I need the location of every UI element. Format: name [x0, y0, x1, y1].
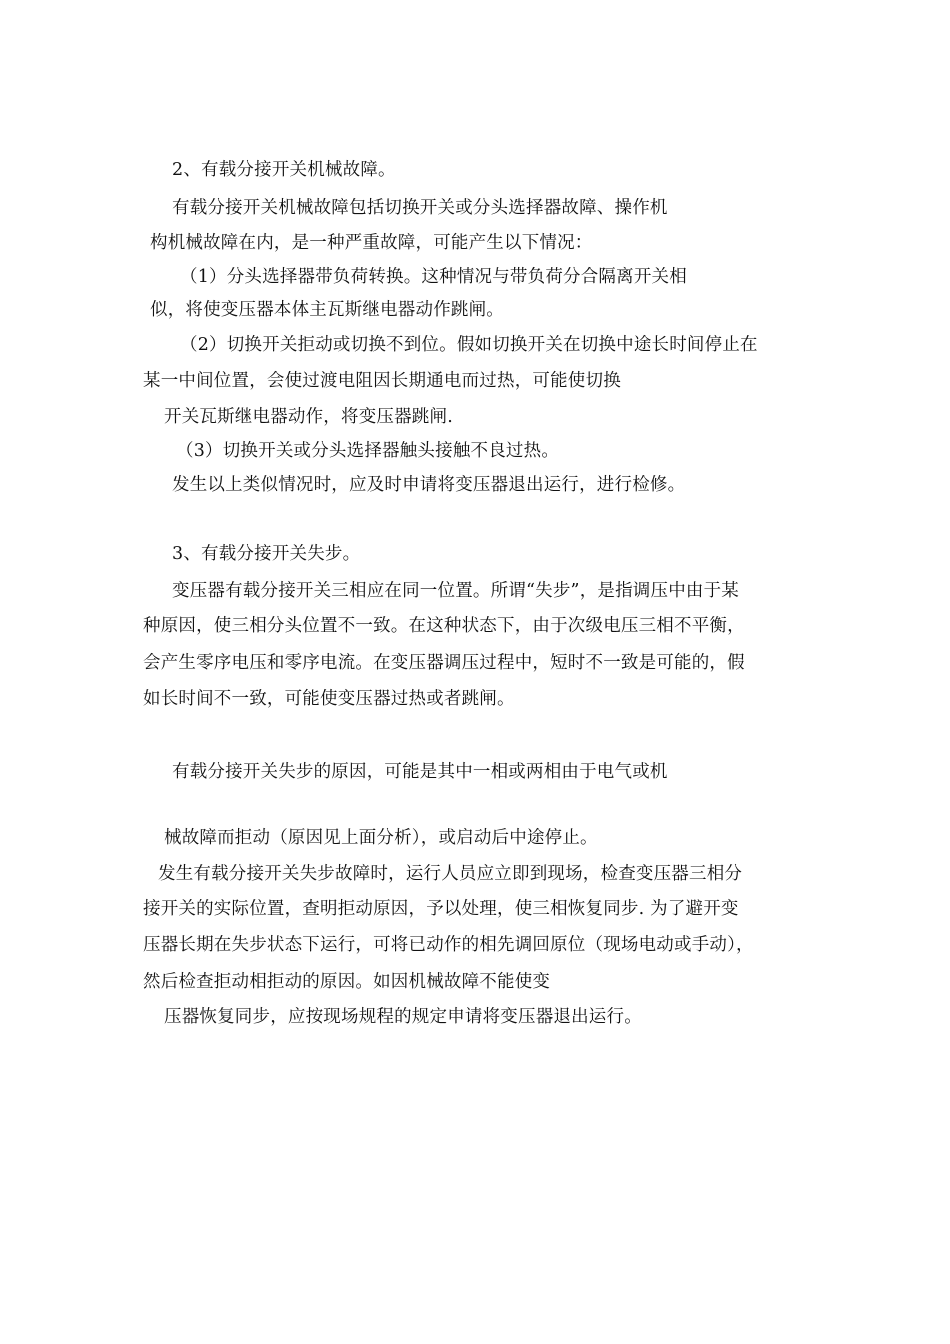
- paragraph-line: 有载分接开关机械故障包括切换开关或分头选择器故障、操作机: [172, 198, 668, 218]
- paragraph-line: 某一中间位置，会使过渡电阻因长期通电而过热，可能使切换: [143, 371, 621, 391]
- paragraph-line: 构机械故障在内，是一种严重故障，可能产生以下情况：: [150, 233, 593, 253]
- paragraph-line: 发生有载分接开关失步故障时，运行人员应立即到现场，检查变压器三相分: [158, 864, 743, 884]
- paragraph-line: 发生以上类似情况时，应及时申请将变压器退出运行，进行检修。: [172, 475, 686, 495]
- paragraph-line: （3）切换开关或分头选择器触头接触不良过热。: [176, 441, 560, 461]
- paragraph-line: 有载分接开关失步的原因，可能是其中一相或两相由于电气或机: [172, 762, 668, 782]
- paragraph-line: 接开关的实际位置，查明拒动原因，予以处理，使三相恢复同步. 为了避开变: [143, 899, 739, 919]
- paragraph-line: 如长时间不一致，可能使变压器过热或者跳闸。: [143, 689, 515, 709]
- section-heading-3: 3、有载分接开关失步。: [172, 544, 361, 564]
- paragraph-line: 似，将使变压器本体主瓦斯继电器动作跳闸。: [150, 300, 504, 320]
- paragraph-line: 然后检查拒动相拒动的原因。如因机械故障不能使变: [143, 972, 551, 992]
- section-heading-2: 2、有载分接开关机械故障。: [172, 160, 396, 180]
- paragraph-line: 压器长期在失步状态下运行，可将已动作的相先调回原位（现场电动或手动），: [143, 935, 754, 955]
- paragraph-line: （1）分头选择器带负荷转换。这种情况与带负荷分合隔离开关相: [180, 267, 687, 287]
- paragraph-line: 会产生零序电压和零序电流。在变压器调压过程中，短时不一致是可能的，假: [143, 653, 745, 673]
- paragraph-line: （2）切换开关拒动或切换不到位。假如切换开关在切换中途长时间停止在: [180, 335, 758, 355]
- paragraph-line: 种原因，使三相分头位置不一致。在这种状态下，由于次级电压三相不平衡，: [143, 616, 745, 636]
- paragraph-line: 械故障而拒动（原因见上面分析），或启动后中途停止。: [164, 828, 598, 848]
- paragraph-line: 开关瓦斯继电器动作，将变压器跳闸.: [164, 407, 453, 427]
- paragraph-line: 压器恢复同步，应按现场规程的规定申请将变压器退出运行。: [164, 1007, 642, 1027]
- paragraph-line: 变压器有载分接开关三相应在同一位置。所谓“失步”，是指调压中由于某: [172, 581, 739, 601]
